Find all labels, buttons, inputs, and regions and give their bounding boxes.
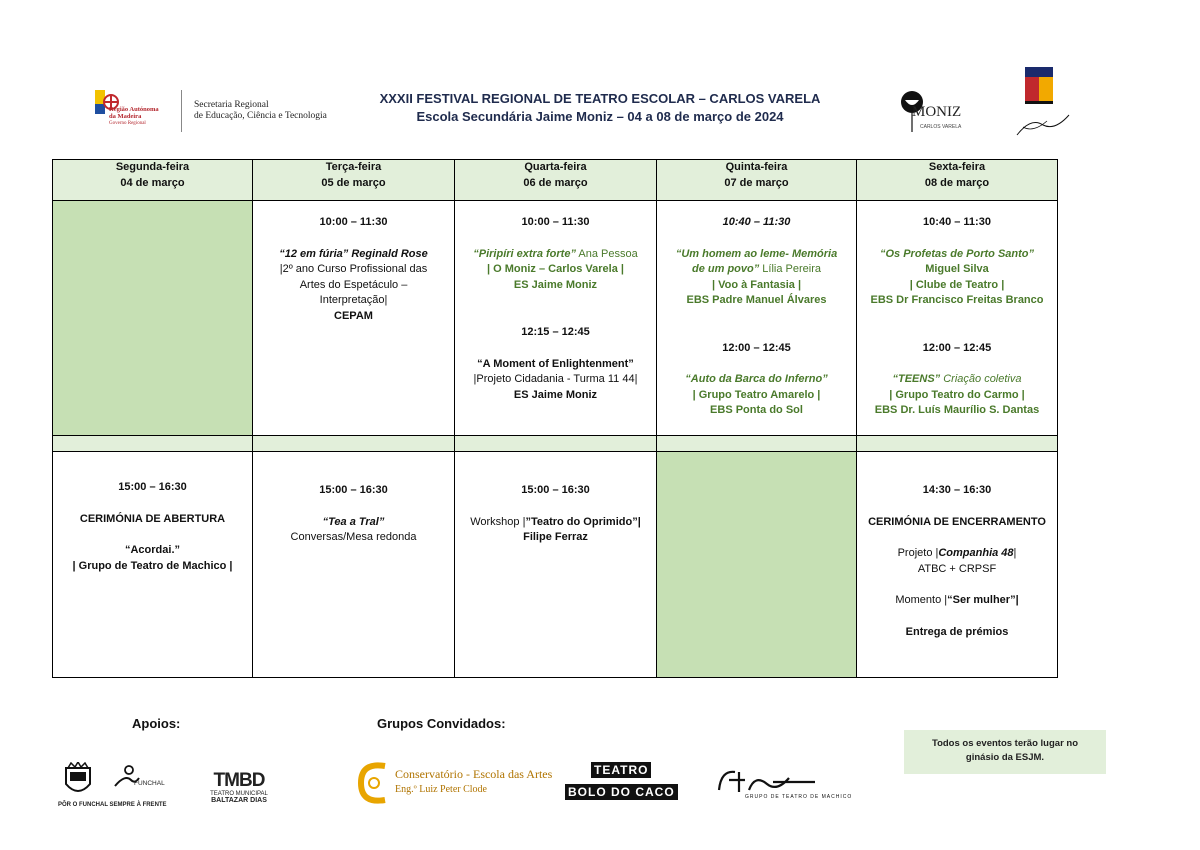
day-name: Quarta-feira: [524, 161, 587, 173]
tmbd-mark: TMBD: [213, 770, 265, 791]
day-date: 08 de março: [924, 176, 990, 189]
morning-wed-cell: [455, 201, 657, 436]
conservatorio-line-1: Conservatório - Escola das Artes: [395, 767, 553, 781]
funchal-crest-icon: [62, 762, 94, 798]
event-time: 10:40 – 11:30: [722, 216, 791, 228]
bolo-line-2: BOLO DO CACO: [565, 784, 678, 800]
event-desc: Workshop |: [470, 515, 526, 528]
conservatorio-line-2: Eng.º Luiz Peter Clode: [395, 784, 487, 795]
event-group: | Grupo de Teatro de Machico |: [72, 559, 233, 572]
event-group: | Clube de Teatro |: [909, 278, 1005, 291]
day-date: 04 de março: [120, 176, 185, 189]
event-group: | Grupo Teatro Amarelo |: [692, 388, 821, 401]
funchal-logo: [58, 762, 176, 812]
machico-signature-icon: [715, 766, 827, 796]
event-group: |Projeto Cidadania - Turma 11 44|: [473, 373, 638, 385]
event-time: 10:40 – 11:30: [923, 216, 991, 228]
apoios-label: Apoios:: [132, 716, 181, 731]
event-group: | Grupo Teatro do Carmo |: [889, 388, 1025, 401]
event-time: 10:00 – 11:30: [521, 216, 590, 228]
day-header-fri: [857, 160, 1058, 201]
event-title: “12 em fúria” Reginald Rose: [279, 247, 428, 260]
event-author: Ana Pessoa: [575, 247, 638, 260]
bolo-do-caco-logo: [565, 762, 680, 806]
funchal-text: FUNCHAL: [134, 780, 165, 787]
funchal-symbol-icon: [113, 764, 141, 792]
note-line-1: Todos os eventos terão lugar no: [931, 738, 1079, 749]
secretaria-line-1: Secretaria Regional: [194, 100, 269, 110]
day-header-wed: [455, 160, 657, 201]
event-school: EBS Ponta do Sol: [710, 404, 803, 416]
regiao-text: [109, 106, 159, 127]
event-awards: Entrega de prémios: [905, 625, 1009, 638]
tmbd-line-2: BALTAZAR DIAS: [211, 797, 267, 804]
tmbd-logo: [204, 771, 274, 804]
event-piece: “Acordai.”: [124, 544, 180, 556]
festival-emblem-logo: [1013, 65, 1073, 140]
afternoon-wed-cell: [455, 452, 657, 678]
event-author: Criação coletiva: [940, 373, 1022, 385]
bolo-line-1: TEATRO: [591, 762, 651, 778]
event-school: EBS Dr Francisco Freitas Branco: [870, 294, 1044, 306]
event-desc-line: Artes do Espetáculo –: [299, 278, 408, 291]
event-school: EBS Padre Manuel Álvares: [686, 294, 827, 306]
event-school: EBS Dr. Luís Maurílio S. Dantas: [874, 404, 1040, 416]
morning-thu-cell: [657, 201, 857, 436]
event-desc-line: |2º ano Curso Profissional das: [279, 263, 428, 275]
event-time: 12:15 – 12:45: [521, 326, 590, 338]
event-title: “Um homem ao leme- Memória: [675, 247, 838, 260]
event-project-label: Projeto |: [897, 547, 939, 559]
afternoon-thu-empty: [657, 452, 857, 678]
title-line-1: XXXII FESTIVAL REGIONAL DE TEATRO ESCOLAR – CARLOS VARELA: [379, 91, 821, 106]
event-title: “Auto da Barca do Inferno”: [685, 373, 828, 385]
day-date: 07 de março: [724, 176, 789, 189]
festival-title: [300, 90, 900, 126]
day-name: Segunda-feira: [115, 161, 190, 173]
event-title: “Tea a Tral”: [322, 515, 385, 528]
moniz-logo-text: MONIZ: [912, 104, 962, 120]
day-date: 05 de março: [321, 176, 386, 189]
machico-text: GRUPO DE TEATRO DE MACHICO: [745, 794, 853, 800]
break-cell: [53, 436, 253, 452]
event-moment-label: Momento |: [895, 594, 948, 606]
event-title: “TEENS”: [892, 373, 941, 385]
moniz-logo: [898, 88, 973, 134]
event-project-sep: |: [1013, 547, 1017, 559]
region-line-1: Região Autónoma: [109, 106, 159, 113]
event-title: CERIMÓNIA DE ENCERRAMENTO: [868, 515, 1046, 528]
region-line-2: da Madeira: [109, 113, 142, 120]
morning-mon-empty: [53, 201, 253, 436]
break-cell: [253, 436, 455, 452]
venue-note: [904, 730, 1106, 774]
morning-tue-cell: [253, 201, 455, 436]
event-person: Filipe Ferraz: [523, 531, 588, 543]
event-project-name: Companhia 48: [938, 547, 1014, 559]
funchal-slogan: PÔR O FUNCHAL SEMPRE À FRENTE: [58, 802, 167, 808]
event-time: 15:00 – 16:30: [521, 484, 590, 496]
tmbd-line-1: TEATRO MUNICIPAL: [210, 791, 268, 797]
afternoon-tue-cell: [253, 452, 455, 678]
moniz-logo-sub: CARLOS VARELA: [920, 124, 962, 130]
day-header-mon: [53, 160, 253, 201]
event-school: ES Jaime Moniz: [513, 388, 598, 401]
afternoon-fri-cell: [857, 452, 1058, 678]
event-time: 12:00 – 12:45: [722, 341, 791, 354]
day-header-tue: [253, 160, 455, 201]
event-title: “Piripíri extra forte”: [473, 247, 576, 260]
event-author: Miguel Silva: [925, 263, 989, 275]
conservatorio-logo: [357, 758, 552, 808]
secretaria-line-2: de Educação, Ciência e Tecnologia: [194, 111, 327, 121]
day-name: Sexta-feira: [928, 161, 986, 173]
morning-fri-cell: [857, 201, 1058, 436]
break-cell: [857, 436, 1058, 452]
event-moment-title: “Ser mulher”|: [947, 594, 1019, 606]
event-title: “A Moment of Enlightenment”: [477, 357, 634, 370]
event-project-groups: ATBC + CRPSF: [917, 562, 997, 575]
day-name: Quinta-feira: [725, 161, 788, 173]
conservatorio-c-icon: [357, 758, 391, 808]
title-line-2: Escola Secundária Jaime Moniz – 04 a 08 de março de 2024: [416, 109, 784, 124]
event-author: Lília Pereira: [759, 263, 821, 275]
event-desc-line: Interpretação|: [319, 294, 388, 306]
event-time: 14:30 – 16:30: [922, 484, 992, 496]
event-time: 15:00 – 16:30: [118, 481, 187, 493]
day-header-row: [53, 160, 1058, 201]
lunch-break-row: [53, 436, 1058, 452]
schedule-table: [52, 159, 1058, 678]
event-title: ”Teatro do Oprimido”|: [525, 515, 641, 528]
event-group: | Voo à Fantasia |: [711, 278, 802, 291]
event-group: | O Moniz – Carlos Varela |: [487, 263, 624, 275]
afternoon-mon-cell: [53, 452, 253, 678]
festival-emblem-icon: [1013, 65, 1073, 140]
day-header-thu: [657, 160, 857, 201]
region-line-3: Governo Regional: [109, 121, 146, 126]
break-cell: [657, 436, 857, 452]
event-time: 10:00 – 11:30: [319, 216, 388, 228]
teatro-machico-logo: [715, 766, 853, 806]
event-desc: Conversas/Mesa redonda: [290, 531, 417, 543]
event-school: CEPAM: [334, 309, 373, 322]
event-time: 12:00 – 12:45: [922, 341, 992, 354]
morning-row: [53, 201, 1058, 436]
day-date: 06 de março: [523, 176, 588, 189]
afternoon-row: [53, 452, 1058, 678]
note-line-2: ginásio da ESJM.: [965, 752, 1045, 763]
day-name: Terça-feira: [325, 161, 382, 173]
event-time: 15:00 – 16:30: [319, 484, 388, 496]
logo-divider: [181, 90, 182, 132]
event-title-cont: de um povo”: [692, 263, 760, 275]
break-cell: [455, 436, 657, 452]
event-title: “Os Profetas de Porto Santo”: [879, 247, 1035, 260]
event-title: CERIMÓNIA DE ABERTURA: [79, 512, 226, 525]
grupos-convidados-label: Grupos Convidados:: [377, 716, 506, 731]
event-school: ES Jaime Moniz: [513, 278, 598, 291]
